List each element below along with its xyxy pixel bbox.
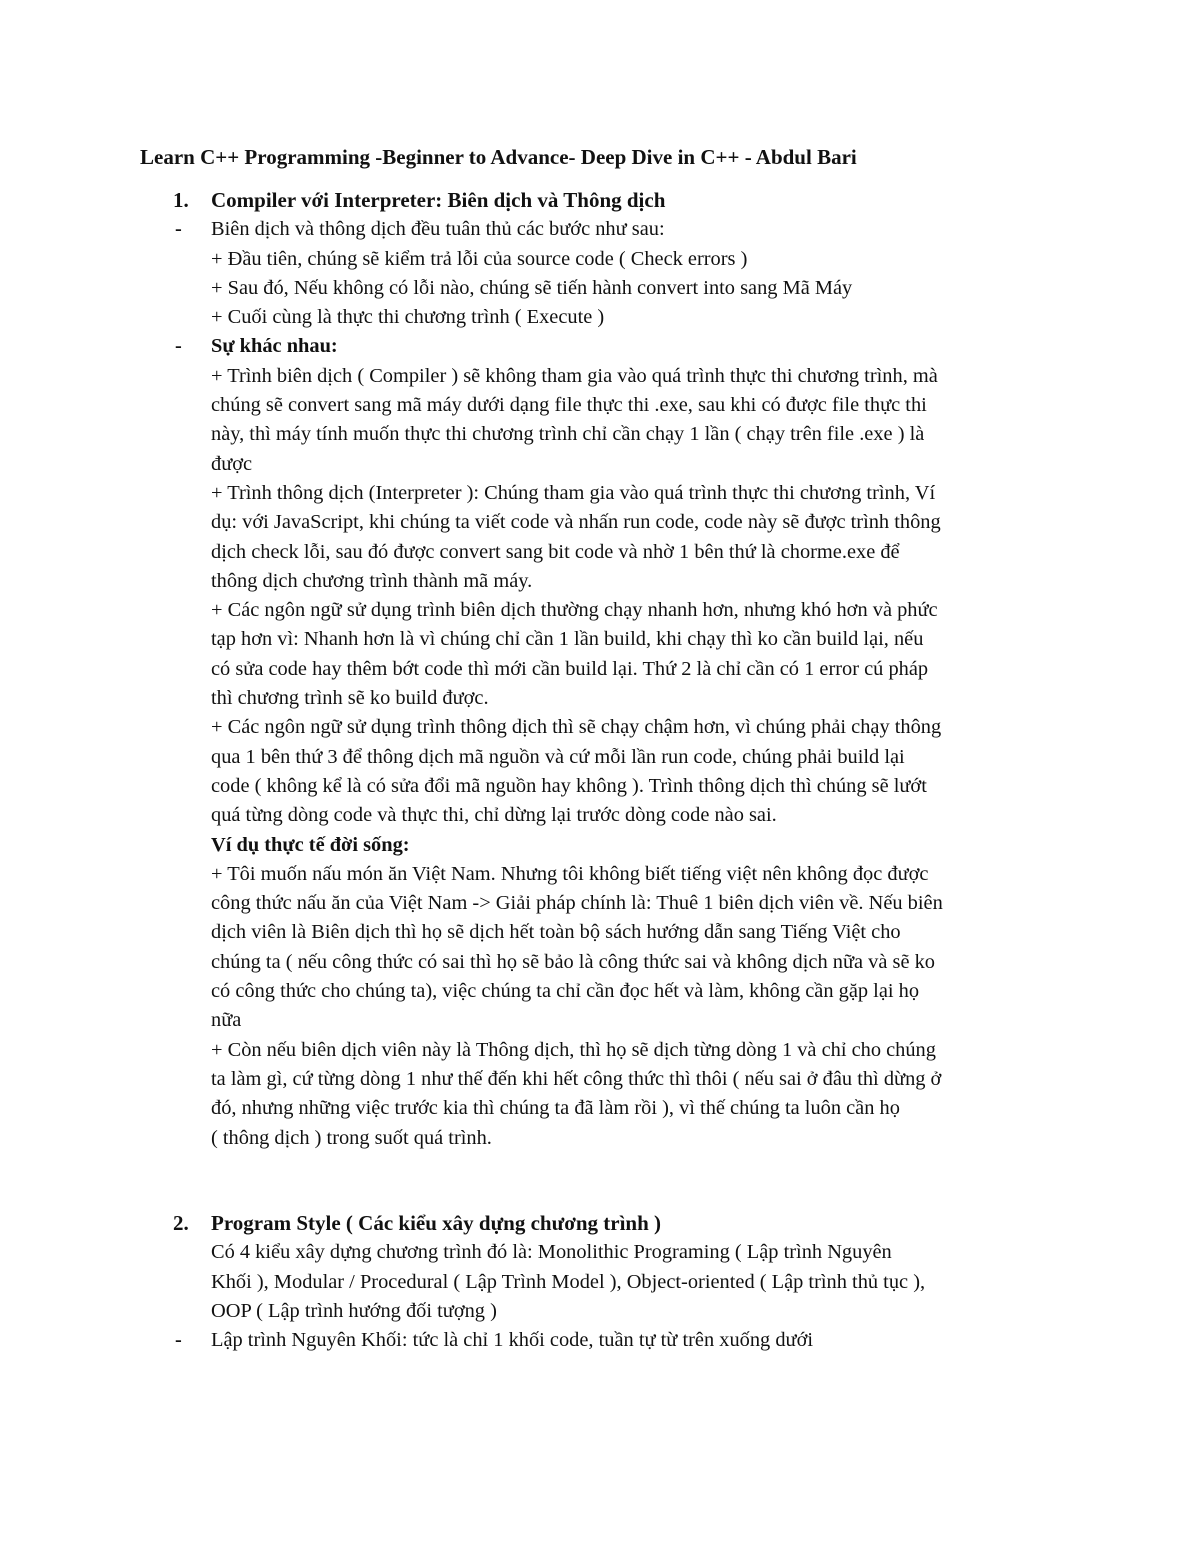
paragraph-line: thì chương trình sẽ ko build được. — [211, 687, 489, 710]
section-number: 1. — [173, 188, 189, 212]
paragraph-line: Khối ), Modular / Procedural ( Lập Trình Model ), Object-oriented ( Lập trình thủ tục ), — [211, 1270, 926, 1293]
paragraph-line: + Các ngôn ngữ sử dụng trình biên dịch thường chạy nhanh hơn, nhưng khó hơn và phức — [211, 599, 938, 622]
dash-bullet: - — [175, 335, 182, 358]
paragraph-line: dịch viên là Biên dịch thì họ sẽ dịch hết toàn bộ sách hướng dẫn sang Tiếng Việt cho — [211, 921, 901, 944]
paragraph-line: OOP ( Lập trình hướng đối tượng ) — [211, 1299, 497, 1322]
paragraph-line: đó, nhưng những việc trước kia thì chúng ta đã làm rồi ), vì thế chúng ta luôn cần họ — [211, 1097, 900, 1120]
example-subheading: Ví dụ thực tế đời sống: — [211, 833, 410, 856]
paragraph-line: có sửa code hay thêm bớt code thì mới cần build lại. Thứ 2 là chỉ cần có 1 error cú pháp — [211, 657, 929, 680]
paragraph-line: + Các ngôn ngữ sử dụng trình thông dịch thì sẽ chạy chậm hơn, vì chúng phải chạy thông — [211, 716, 942, 739]
paragraph-line: ( thông dịch ) trong suốt quá trình. — [211, 1126, 492, 1149]
paragraph-line: qua 1 bên thứ 3 để thông dịch mã nguồn và cứ mỗi lần run code, chúng phải build lại — [211, 745, 905, 768]
paragraph-line: + Trình biên dịch ( Compiler ) sẽ không tham gia vào quá trình thực thi chương trình, mà — [211, 364, 938, 387]
paragraph-line: code ( không kể là có sửa đổi mã nguồn hay không ). Trình thông dịch thì chúng sẽ lướt — [211, 774, 927, 797]
dash-bullet: - — [175, 1329, 182, 1352]
bullet-monolithic — [173, 1326, 1073, 1355]
paragraph-line: + Cuối cùng là thực thi chương trình ( Execute ) — [211, 306, 605, 329]
bullet-steps — [173, 215, 1073, 332]
document-title: Learn C++ Programming -Beginner to Advance- Deep Dive in C++ - Abdul Bari — [140, 145, 857, 169]
paragraph-line: tạp hơn vì: Nhanh hơn là vì chúng chỉ cần 1 lần build, khi chạy thì ko cần build lại, nếu — [211, 628, 924, 651]
paragraph-line: ta làm gì, cứ từng dòng 1 như thế đến khi hết công thức thì thôi ( nếu sai ở đâu thì dừng ở — [211, 1067, 942, 1090]
paragraph-line: thông dịch chương trình thành mã máy. — [211, 569, 533, 592]
paragraph-line: quá từng dòng code và thực thi, chỉ dừng lại trước dòng code nào sai. — [211, 804, 777, 827]
section-2-heading — [173, 1209, 1073, 1238]
section-title: Program Style ( Các kiểu xây dựng chương trình ) — [211, 1211, 662, 1235]
section-1 — [173, 186, 1073, 1153]
section-title: Compiler với Interpreter: Biên dịch và Thông dịch — [211, 188, 666, 212]
paragraph-line: nữa — [211, 1009, 242, 1032]
paragraph-line: + Trình thông dịch (Interpreter ): Chúng tham gia vào quá trình thực thi chương trình, Ví — [211, 481, 936, 504]
paragraph-line: dụ: với JavaScript, khi chúng ta viết code và nhấn run code, code này sẽ được trình thông — [211, 511, 941, 534]
paragraph-line: Có 4 kiểu xây dựng chương trình đó là: Monolithic Programing ( Lập trình Nguyên — [211, 1241, 892, 1264]
paragraph-line: + Sau đó, Nếu không có lỗi nào, chúng sẽ tiến hành convert into sang Mã Máy — [211, 276, 853, 299]
paragraph-line: chúng ta ( nếu công thức có sai thì họ sẽ bảo là công thức sai và không dịch nữa và sẽ ko — [211, 950, 935, 973]
section-2 — [173, 1209, 1073, 1355]
paragraph-line: này, thì máy tính muốn thực thi chương trình chỉ cần chạy 1 lần ( chạy trên file .exe ) là — [211, 423, 925, 446]
paragraph-line: công thức nấu ăn của Việt Nam -> Giải pháp chính là: Thuê 1 biên dịch viên về. Nếu biên — [211, 892, 943, 915]
bullet-differences — [173, 332, 1073, 1152]
paragraph-line: + Tôi muốn nấu món ăn Việt Nam. Nhưng tôi không biết tiếng việt nên không đọc được — [211, 862, 929, 885]
section-number: 2. — [173, 1211, 189, 1235]
dash-bullet: - — [175, 218, 182, 241]
section-1-heading — [173, 186, 1073, 215]
paragraph-line: chúng sẽ convert sang mã máy dưới dạng file thực thi .exe, sau khi có được file thực thi — [211, 394, 927, 417]
subheading: Sự khác nhau: — [211, 335, 338, 358]
paragraph-line: + Còn nếu biên dịch viên này là Thông dịch, thì họ sẽ dịch từng dòng 1 và chỉ cho chúng — [211, 1038, 936, 1061]
paragraph-line: + Đầu tiên, chúng sẽ kiểm trả lỗi của source code ( Check errors ) — [211, 247, 748, 270]
paragraph-line: được — [211, 452, 253, 475]
section-2-intro — [173, 1238, 1073, 1326]
paragraph-line: Lập trình Nguyên Khối: tức là chỉ 1 khối code, tuần tự từ trên xuống dưới — [211, 1329, 814, 1352]
paragraph-line: có công thức cho chúng ta), việc chúng ta chỉ cần đọc hết và làm, không cần gặp lại họ — [211, 980, 920, 1003]
paragraph-line: dịch check lỗi, sau đó được convert sang bit code và nhờ 1 bên thứ là chorme.exe để — [211, 540, 900, 563]
paragraph-line: Biên dịch và thông dịch đều tuân thủ các bước như sau: — [211, 218, 665, 241]
